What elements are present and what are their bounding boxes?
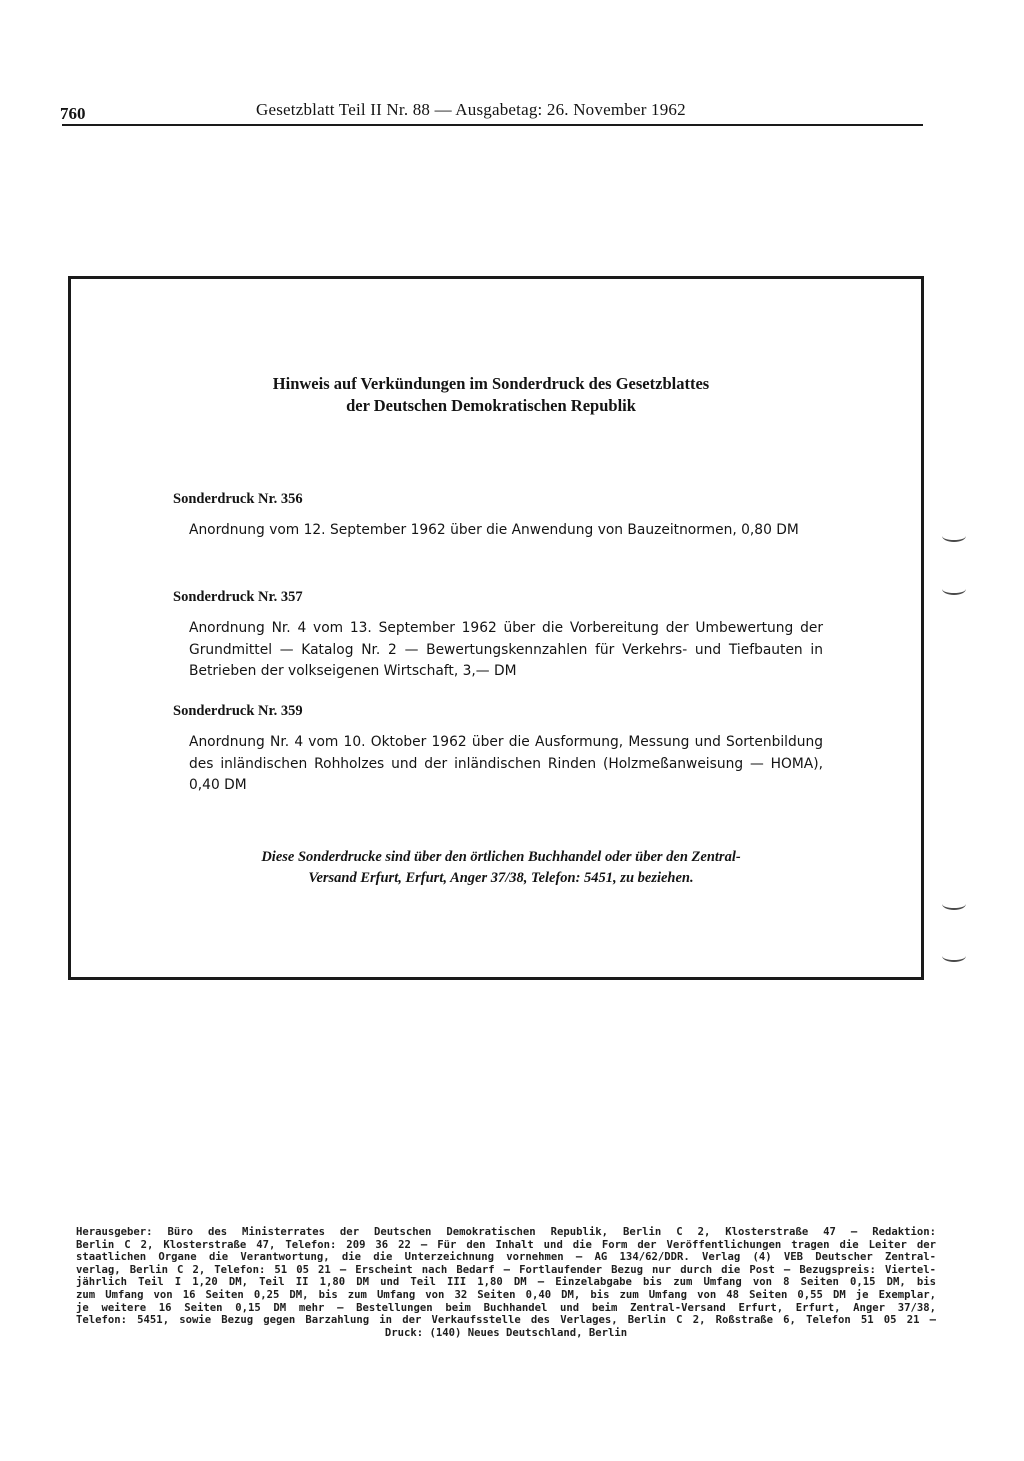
notice-title-line-1: Hinweis auf Verkündungen im Sonderdruck des Gesetzblattes <box>272 374 710 393</box>
margin-mark <box>942 898 966 910</box>
notice-title <box>241 373 741 417</box>
entry-heading: Sonderdruck Nr. 356 <box>173 491 303 507</box>
notice-entry <box>173 703 823 797</box>
notice-footer <box>175 847 827 889</box>
imprint-line: Berlin C 2, Klosterstraße 47, Telefon: 209 36 22 — Für den Inhalt und die Form der Veröffentlichungen tragen die Leiter der <box>76 1238 936 1251</box>
notice-entry <box>173 589 823 683</box>
imprint-line: verlag, Berlin C 2, Telefon: 51 05 21 — Erscheint nach Bedarf — Fortlaufender Bezug nur durch die Post — Bezugspreis: Viertel- <box>76 1263 936 1276</box>
imprint-line: zum Umfang von 16 Seiten 0,25 DM, bis zum Umfang von 32 Seiten 0,40 DM, bis zum Umfang von 48 Seiten 0,55 DM je Exemplar, <box>76 1288 936 1301</box>
notice-footer-line-1: Diese Sonderdrucke sind über den örtlichen Buchhandel oder über den Zentral- <box>261 849 741 865</box>
margin-mark <box>942 530 966 542</box>
imprint-line: Telefon: 5451, sowie Bezug gegen Barzahlung in der Verkaufsstelle des Verlages, Berlin C 2, Roßstraße 6, Telefon 51 05 21 — <box>76 1314 936 1327</box>
notice-footer-line-2: Versand Erfurt, Erfurt, Anger 37/38, Telefon: 5451, zu beziehen. <box>308 870 694 886</box>
notice-entry <box>173 491 823 542</box>
header-rule <box>62 124 923 126</box>
imprint-line: Herausgeber: Büro des Ministerrates der Deutschen Demokratischen Republik, Berlin C 2, Klosterstraße 47 — Redaktion: <box>76 1226 936 1238</box>
page-number: 760 <box>60 104 86 123</box>
imprint-line: jährlich Teil I 1,20 DM, Teil II 1,80 DM und Teil III 1,80 DM — Einzelabgabe bis zum Umfang von 8 Seiten 0,15 DM, bis <box>76 1276 936 1289</box>
notice-title-line-2: der Deutschen Demokratischen Republik <box>346 396 636 415</box>
entry-text: Anordnung Nr. 4 vom 10. Oktober 1962 über die Ausformung, Messung und Sortenbildung des inländischen Rohholzes und der inländischen Rinden (Holzmeßanweisung — HOMA), 0,40 DM <box>189 734 823 793</box>
entry-heading: Sonderdruck Nr. 357 <box>173 589 303 605</box>
notice-box <box>68 276 924 980</box>
running-head: Gesetzblatt Teil II Nr. 88 — Ausgabetag: 26. November 1962 <box>256 100 686 119</box>
margin-mark <box>942 583 966 595</box>
entry-text: Anordnung Nr. 4 vom 13. September 1962 über die Vorbereitung der Umbewertung der Grundmittel — Katalog Nr. 2 — Bewertungskennzahlen für Verkehrs- und Tiefbauten in Betrieben der volkseigenen Wirtschaft, 3,— DM <box>189 620 823 679</box>
entry-heading: Sonderdruck Nr. 359 <box>173 703 303 719</box>
imprint <box>76 1226 936 1339</box>
imprint-line: je weitere 16 Seiten 0,15 DM mehr — Bestellungen beim Buchhandel und beim Zentral-Versand Erfurt, Erfurt, Anger 37/38, <box>76 1301 936 1314</box>
margin-mark <box>942 950 966 962</box>
imprint-line: staatlichen Organe die Verantwortung, die die Unterzeichnung vornehmen — AG 134/62/DDR. Verlag (4) VEB Deutscher Zentral- <box>76 1251 936 1264</box>
entry-text: Anordnung vom 12. September 1962 über die Anwendung von Bauzeitnormen, 0,80 DM <box>189 522 799 538</box>
imprint-print-line: Druck: (140) Neues Deutschland, Berlin <box>384 1326 628 1339</box>
